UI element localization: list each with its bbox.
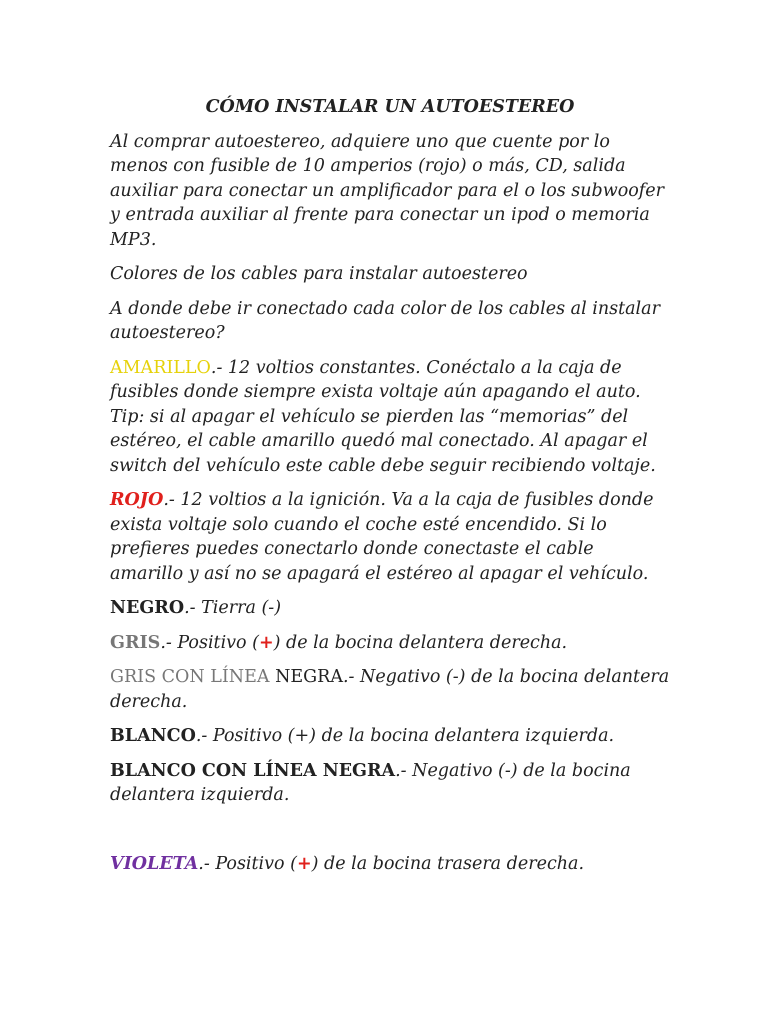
text-blanco-con-linea: Negativo (-) de la bocina delantera izquierda. [110, 760, 631, 805]
intro-paragraph: Al comprar autoestereo, adquiere uno que cuente por lo menos con fusible de 10 amperios (rojo) o más, CD, salida auxiliar para conectar un amplificador para el o los subwoofer y entrada auxiliar al frente para conectar un ipod o memoria MP3. [110, 131, 664, 250]
entry-gris [110, 631, 670, 656]
sep-violeta: .- [198, 853, 210, 874]
label-blanco: BLANCO [110, 726, 196, 746]
entry-gris-con-linea [110, 665, 670, 714]
label-negro: NEGRO [110, 598, 185, 618]
entry-negro [110, 596, 670, 621]
text-amarillo: 12 voltios constantes. Conéctalo a la caja de fusibles donde siempre exista voltaje aún apagando el auto. Tip: si al apagar el vehículo se pierden las “memorias” del estéreo, el cable amarillo quedó mal conectado. Al apagar el switch del vehículo este cable debe seguir recibiendo voltaje. [110, 357, 656, 476]
entry-blanco [110, 724, 670, 749]
text-violeta-after: ) de la bocina trasera derecha. [311, 853, 585, 874]
label-gris-con-linea: GRIS CON LÍNEA [110, 667, 270, 687]
sep-gris-con-linea: .- [342, 667, 355, 687]
text-violeta-before: Positivo ( [209, 853, 297, 874]
label-amarillo: AMARILLO [110, 357, 211, 378]
label-blanco-con-linea: BLANCO CON LÍNEA NEGRA [110, 760, 396, 781]
text-gris-after: ) de la bocina delantera derecha. [273, 632, 568, 653]
text-rojo: 12 voltios a la ignición. Va a la caja de fusibles donde exista voltaje solo cuando el coche esté encendido. Si lo prefieres puedes conectarlo donde conectaste el cable amarillo y así no se apagará el estéreo al apagar el vehículo. [110, 490, 654, 584]
text-blanco: Positivo (+) de la bocina delantera izquierda. [207, 726, 615, 746]
entry-rojo [110, 488, 670, 586]
document-page [110, 95, 670, 886]
sep-blanco: .- [195, 726, 208, 746]
text-gris-before: Positivo ( [171, 632, 259, 653]
label-violeta: VIOLETA [110, 853, 199, 874]
document-title: CÓMO INSTALAR UN AUTOESTEREO [205, 97, 575, 117]
sep-blanco-con-linea: .- [395, 760, 407, 781]
entry-blanco-con-linea [110, 759, 670, 808]
label-negra: NEGRA [275, 667, 343, 687]
entry-violeta [110, 852, 670, 877]
plus-sign-violeta: + [296, 853, 312, 874]
plus-sign-gris: + [258, 632, 274, 653]
sep-amarillo: .- [210, 357, 223, 378]
text-negro: Tierra (-) [195, 598, 282, 618]
label-rojo: ROJO [110, 490, 164, 510]
subtitle-where-connect: A donde debe ir conectado cada color de los cables al instalar autoestereo? [110, 298, 660, 343]
entry-amarillo [110, 356, 670, 479]
subtitle-cable-colors: Colores de los cables para instalar autoestereo [110, 264, 528, 284]
label-gris: GRIS [110, 632, 161, 653]
sep-rojo: .- [163, 490, 175, 510]
text-gris-con-linea: Negativo (-) de la bocina delantera derecha. [110, 667, 670, 712]
sep-negro: .- [184, 598, 196, 618]
sep-gris: .- [160, 632, 172, 653]
